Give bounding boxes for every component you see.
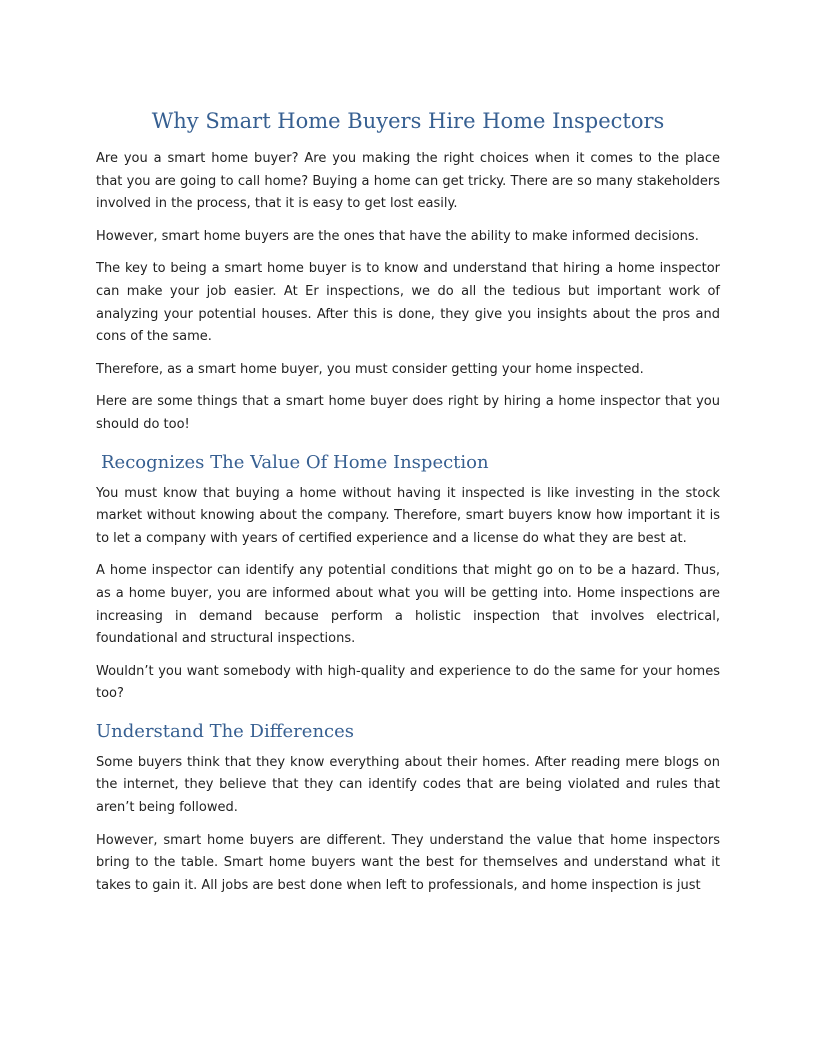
- intro-paragraph-5: Here are some things that a smart home buyer does right by hiring a home inspector that you should do too!: [96, 394, 720, 432]
- intro-paragraph-4: Therefore, as a smart home buyer, you must consider getting your home inspected.: [96, 361, 644, 377]
- intro-paragraph-3: The key to being a smart home buyer is to know and understand that hiring a home inspector can make your job easier. At Er inspections, we do all the tedious but important work of analyzing your potential houses. After this is done, they give you insights about the pros and cons of the same.: [96, 261, 720, 345]
- section-heading-differences: Understand The Differences: [96, 720, 355, 742]
- section1-paragraph-3: Wouldn’t you want somebody with high-quality and experience to do the same for your homes too?: [96, 663, 720, 702]
- intro-paragraph-1: Are you a smart home buyer? Are you making the right choices when it comes to the place that you are going to call home? Buying a home can get tricky. There are so many stakeholders involved in the process, that it is easy to get lost easily.: [96, 151, 720, 212]
- section1-paragraph-1: You must know that buying a home without having it inspected is like investing in the stock market without knowing about the company. Therefore, smart buyers know how important it is to let a company with years of certified experience and a license do what they are best at.: [96, 485, 720, 546]
- intro-paragraph-2: However, smart home buyers are the ones that have the ability to make informed decisions.: [96, 228, 699, 244]
- document-page: [96, 108, 720, 907]
- document-title: Why Smart Home Buyers Hire Home Inspectors: [151, 109, 665, 133]
- section-heading-value: Recognizes The Value Of Home Inspection: [101, 451, 489, 473]
- section1-paragraph-2: A home inspector can identify any potential conditions that might go on to be a hazard. Thus, as a home buyer, you are informed about what you will be getting into. Home inspections are increasing in demand because perform a holistic inspection that involves electrical, foundational and structural inspections.: [96, 563, 720, 647]
- section2-paragraph-2: However, smart home buyers are different. They understand the value that home inspectors bring to the table. Smart home buyers want the best for themselves and understand what it takes to gain it. All jobs are best done when left to professionals, and home inspection is just: [96, 832, 720, 893]
- section2-paragraph-1: Some buyers think that they know everything about their homes. After reading mere blogs on the internet, they believe that they can identify codes that are being violated and rules that aren’t being followed.: [96, 754, 720, 816]
